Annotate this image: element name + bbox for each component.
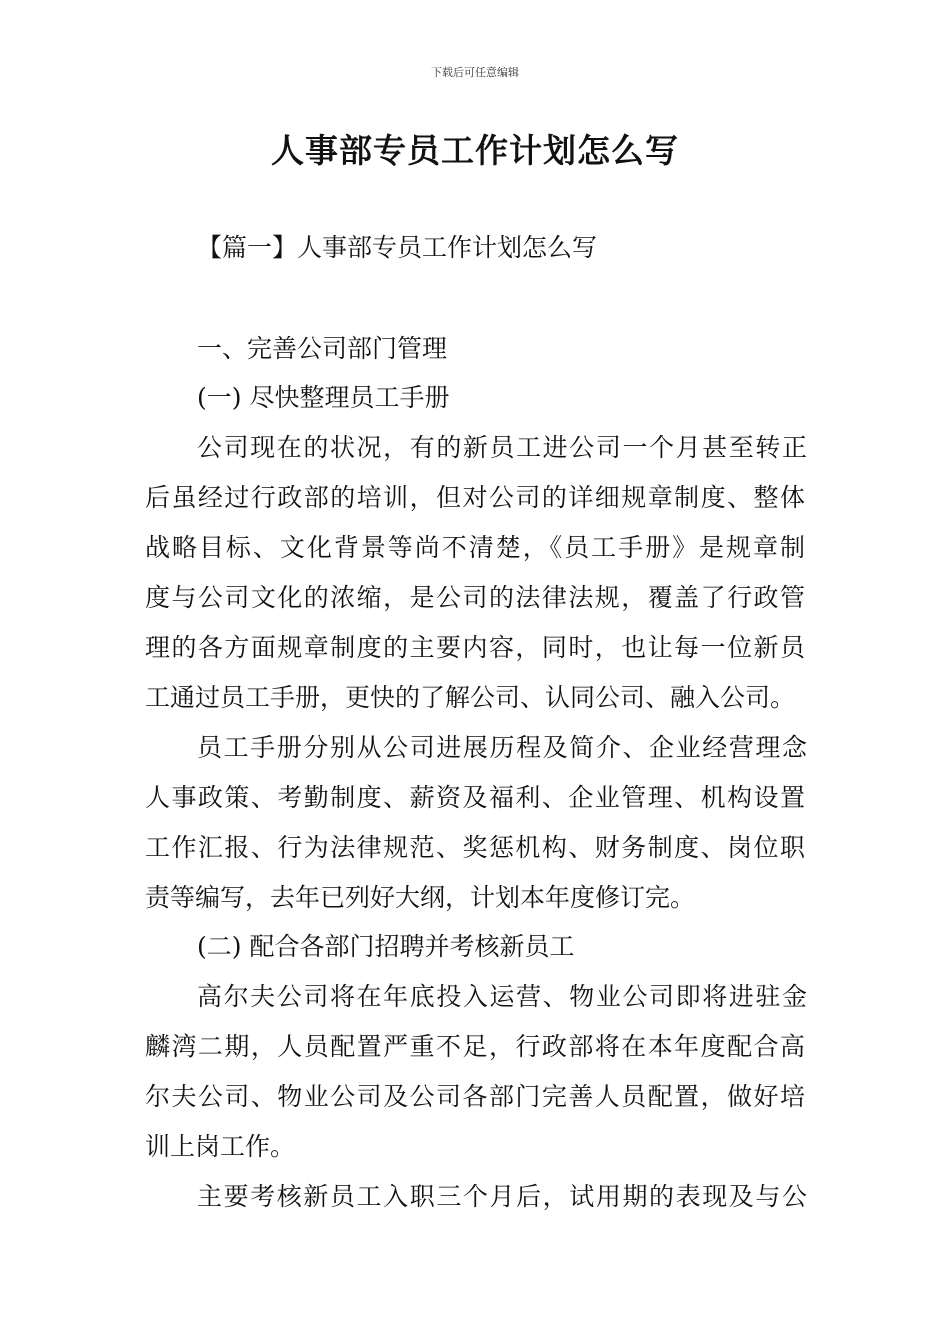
paragraph-line: 麟湾二期，人员配置严重不足，行政部将在本年度配合高 xyxy=(145,1032,805,1061)
section-heading: 【篇一】人事部专员工作计划怎么写 xyxy=(197,233,598,262)
paragraph-line: 尔夫公司、物业公司及公司各部门完善人员配置，做好培 xyxy=(145,1082,805,1111)
paragraph-line: 度与公司文化的浓缩，是公司的法律法规，覆盖了行政管 xyxy=(145,583,805,612)
header-note: 下载后可任意编辑 xyxy=(431,66,519,79)
paragraph-line: 工通过员工手册，更快的了解公司、认同公司、融入公司。 xyxy=(145,683,796,712)
paragraph-line: 理的各方面规章制度的主要内容，同时，也让每一位新员 xyxy=(145,633,805,662)
paragraph-line: 人事政策、考勤制度、薪资及福利、企业管理、机构设置 xyxy=(145,783,805,812)
paragraph-line: 工作汇报、行为法律规范、奖惩机构、财务制度、岗位职 xyxy=(145,833,805,862)
paragraph-line: 后虽经过行政部的培训，但对公司的详细规章制度、整体 xyxy=(145,483,805,512)
paragraph-line: 责等编写，去年已列好大纲，计划本年度修订完。 xyxy=(145,883,696,912)
heading-level2: (二) 配合各部门招聘并考核新员工 xyxy=(197,932,575,961)
paragraph-line: 公司现在的状况，有的新员工进公司一个月甚至转正 xyxy=(197,433,807,462)
paragraph-line: 高尔夫公司将在年底投入运营、物业公司即将进驻金 xyxy=(197,982,807,1011)
paragraph-line: 员工手册分别从公司进展历程及简介、企业经营理念 xyxy=(197,733,807,762)
heading-level1: 一、完善公司部门管理 xyxy=(197,334,448,363)
paragraph-line: 主要考核新员工入职三个月后，试用期的表现及与公 xyxy=(197,1182,807,1211)
document-title: 人事部专员工作计划怎么写 xyxy=(271,131,679,170)
heading-level2: (一) 尽快整理员工手册 xyxy=(197,383,450,412)
paragraph-line: 战略目标、文化背景等尚不清楚，《员工手册》是规章制 xyxy=(145,533,805,562)
paragraph-line: 训上岗工作。 xyxy=(145,1132,296,1161)
